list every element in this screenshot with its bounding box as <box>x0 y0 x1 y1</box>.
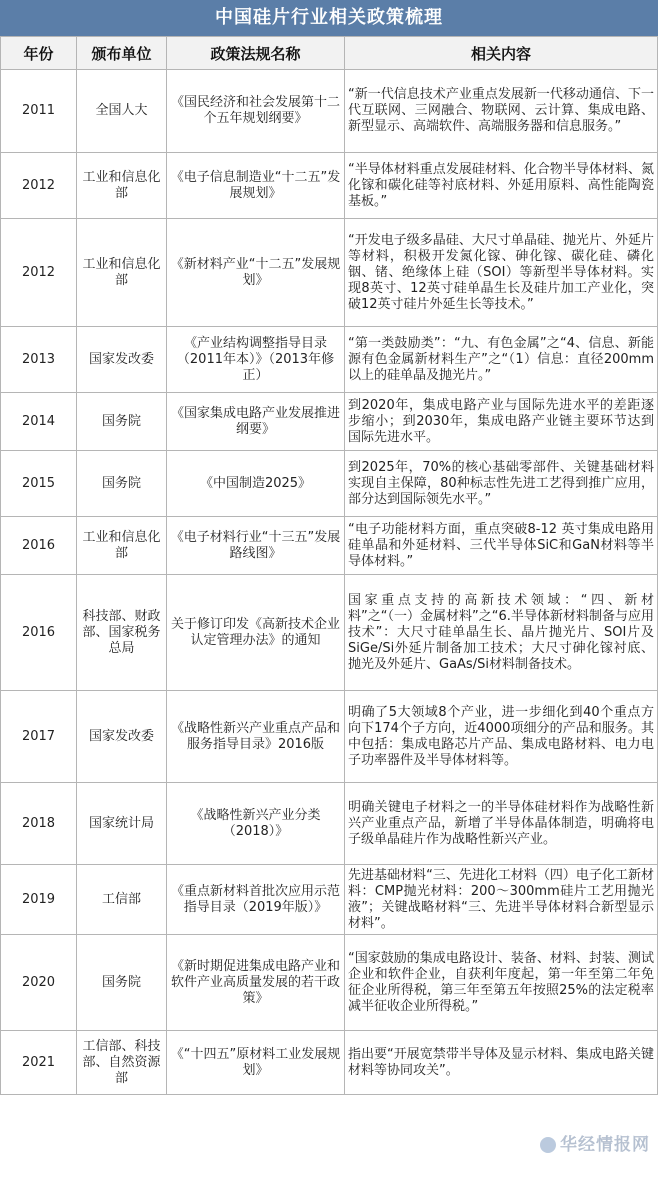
row-org: 国务院 <box>77 451 167 517</box>
row-org: 国家发改委 <box>77 327 167 393</box>
row-org: 工业和信息化部 <box>77 219 167 327</box>
row-year: 2014 <box>1 393 77 451</box>
table-row <box>1 219 658 327</box>
watermark-text: 华经情报网 <box>560 1135 650 1155</box>
table-row <box>1 393 658 451</box>
table-body <box>1 70 658 1095</box>
row-policy-name: 《新时期促进集成电路产业和软件产业高质量发展的若干政策》 <box>167 935 345 1031</box>
row-policy-name: 《战略性新兴产业分类（2018）》 <box>167 783 345 865</box>
row-year: 2012 <box>1 219 77 327</box>
row-org: 国务院 <box>77 935 167 1031</box>
row-year: 2011 <box>1 70 77 153</box>
row-org: 工业和信息化部 <box>77 153 167 219</box>
row-year: 2020 <box>1 935 77 1031</box>
table-row <box>1 1031 658 1095</box>
watermark <box>540 1130 650 1155</box>
row-year: 2021 <box>1 1031 77 1095</box>
header-year: 年份 <box>1 37 77 70</box>
row-content: “第一类鼓励类”：“九、有色金属”之“4、信息、新能源有色金属新材料生产”之“（1）信息：直径200mm以上的硅单晶及抛光片。” <box>345 327 658 393</box>
row-year: 2017 <box>1 691 77 783</box>
row-org: 全国人大 <box>77 70 167 153</box>
row-year: 2019 <box>1 865 77 935</box>
logo-icon <box>540 1137 556 1153</box>
row-org: 工信部 <box>77 865 167 935</box>
row-content: “电子功能材料方面，重点突破8-12 英寸集成电路用硅单晶和外延材料、三代半导体SiC和GaN材料等半导体材料。” <box>345 517 658 575</box>
row-content: 到2020年，集成电路产业与国际先进水平的差距逐步缩小；到2030年，集成电路产业链主要环节达到国际先进水平。 <box>345 393 658 451</box>
header-name: 政策法规名称 <box>167 37 345 70</box>
table-row <box>1 691 658 783</box>
header-content: 相关内容 <box>345 37 658 70</box>
row-policy-name: 《产业结构调整指导目录（2011年本）》（2013年修正） <box>167 327 345 393</box>
row-content: 明确关键电子材料之一的半导体硅材料作为战略性新兴产业重点产品，新增了半导体晶体制造，明确将电子级单晶硅片作为战略性新兴产业。 <box>345 783 658 865</box>
table-row <box>1 517 658 575</box>
row-content: 明确了5大领域8个产业，进一步细化到40个重点方向下174个子方向，近4000项细分的产品和服务。其中包括：集成电路芯片产品、集成电路材料、电力电子功率器件及半导体材料等。 <box>345 691 658 783</box>
row-policy-name: 《国家集成电路产业发展推进纲要》 <box>167 393 345 451</box>
row-policy-name: 《国民经济和社会发展第十二个五年规划纲要》 <box>167 70 345 153</box>
row-policy-name: 《电子信息制造业“十二五”发展规划》 <box>167 153 345 219</box>
row-year: 2012 <box>1 153 77 219</box>
row-policy-name: 《战略性新兴产业重点产品和服务指导目录》2016版 <box>167 691 345 783</box>
row-org: 国务院 <box>77 393 167 451</box>
row-year: 2016 <box>1 517 77 575</box>
row-content: “新一代信息技术产业重点发展新一代移动通信、下一代互联网、三网融合、物联网、云计算、集成电路、新型显示、高端软件、高端服务器和信息服务。” <box>345 70 658 153</box>
row-policy-name: 《新材料产业“十二五”发展规划》 <box>167 219 345 327</box>
table-row <box>1 575 658 691</box>
row-policy-name: 《中国制造2025》 <box>167 451 345 517</box>
row-policy-name: 《“十四五”原材料工业发展规划》 <box>167 1031 345 1095</box>
header-org: 颁布单位 <box>77 37 167 70</box>
row-content: 先进基础材料“三、先进化工材料（四）电子化工新材料：CMP抛光材料：200～300mm硅片工艺用抛光液”；关键战略材料“三、先进半导体材料合新型显示材料”。 <box>345 865 658 935</box>
table-header-row <box>1 37 658 70</box>
row-year: 2013 <box>1 327 77 393</box>
table-row <box>1 327 658 393</box>
row-content: 到2025年，70%的核心基础零部件、关键基础材料实现自主保障，80种标志性先进工艺得到推广应用，部分达到国际领先水平。” <box>345 451 658 517</box>
table-row <box>1 451 658 517</box>
row-org: 国家统计局 <box>77 783 167 865</box>
row-policy-name: 关于修订印发《高新技术企业认定管理办法》的通知 <box>167 575 345 691</box>
row-content: 指出要“开展宽禁带半导体及显示材料、集成电路关键材料等协同攻关”。 <box>345 1031 658 1095</box>
table-row <box>1 935 658 1031</box>
row-policy-name: 《重点新材料首批次应用示范指导目录（2019年版）》 <box>167 865 345 935</box>
page-title: 中国硅片行业相关政策梳理 <box>0 0 658 36</box>
table-row <box>1 70 658 153</box>
row-content: “开发电子级多晶硅、大尺寸单晶硅、抛光片、外延片等材料，积极开发氮化镓、砷化镓、碳化硅、磷化铟、锗、绝缘体上硅（SOI）等新型半导体材料。实现8英寸、12英寸硅单晶生长及硅片加工产业化，突破12英寸硅片外延生长等技术。” <box>345 219 658 327</box>
table-row <box>1 153 658 219</box>
row-content: “国家鼓励的集成电路设计、装备、材料、封装、测试企业和软件企业，自获利年度起，第一年至第二年免征企业所得税，第三年至第五年按照25%的法定税率减半征收企业所得税。” <box>345 935 658 1031</box>
table-row <box>1 865 658 935</box>
row-org: 工业和信息化部 <box>77 517 167 575</box>
row-year: 2016 <box>1 575 77 691</box>
policy-table <box>0 36 658 1095</box>
row-org: 科技部、财政部、国家税务总局 <box>77 575 167 691</box>
row-policy-name: 《电子材料行业“十三五”发展路线图》 <box>167 517 345 575</box>
row-content: 国家重点支持的高新技术领域：“四、新材料”之“（一）金属材料”之“6.半导体新材料制备与应用技术”：大尺寸硅单晶生长、晶片抛光片、SOI片及SiGe/Si外延片制备加工技术；大尺寸砷化镓衬底、抛光及外延片、GaAs/Si材料制备技术。 <box>345 575 658 691</box>
row-content: “半导体材料重点发展硅材料、化合物半导体材料、氮化镓和碳化硅等衬底材料、外延用原料、高性能陶瓷基板。” <box>345 153 658 219</box>
row-year: 2018 <box>1 783 77 865</box>
table-row <box>1 783 658 865</box>
row-org: 国家发改委 <box>77 691 167 783</box>
row-year: 2015 <box>1 451 77 517</box>
row-org: 工信部、科技部、自然资源部 <box>77 1031 167 1095</box>
